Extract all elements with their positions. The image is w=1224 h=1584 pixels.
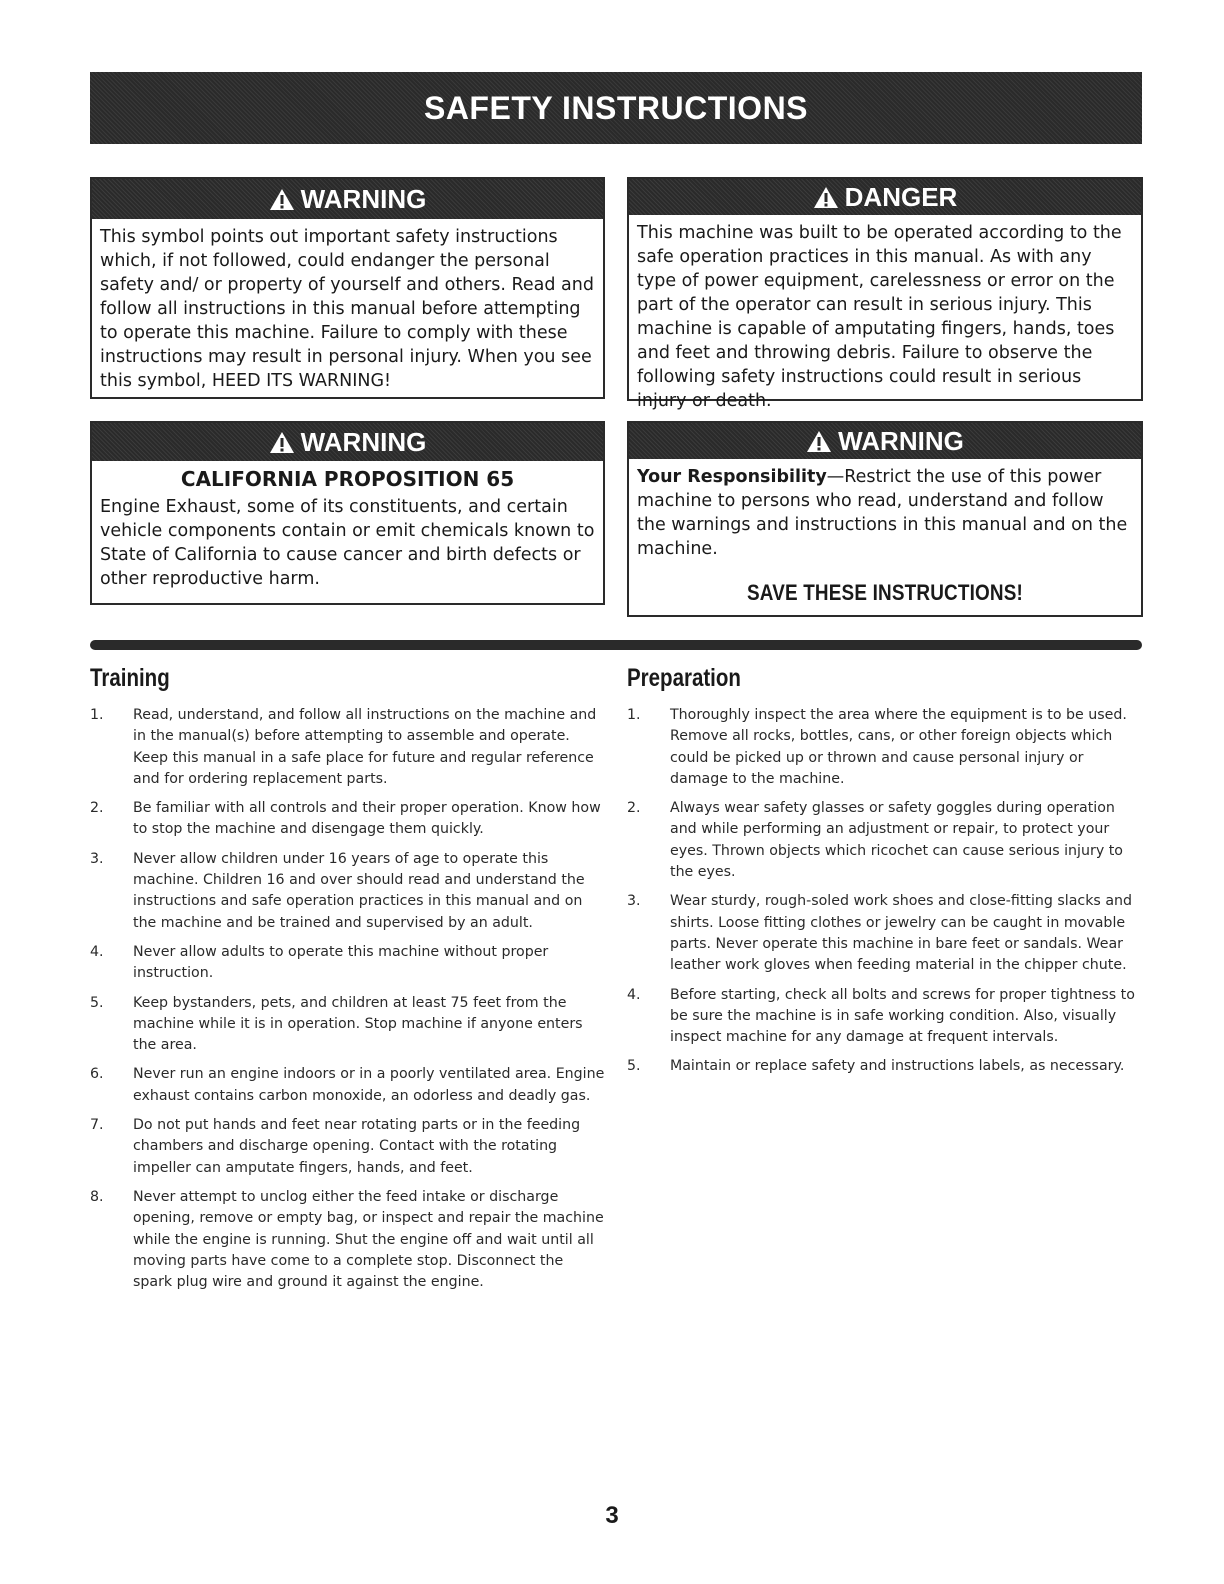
preparation-list [627, 705, 1143, 1078]
warning-symbol-text: This symbol points out important safety instructions which, if not followed, could endanger the personal safety and/ or property of yourself and others. Read and follow all instructions in this manual before attempting to operate this machine. Failure to comply with these instructions may result in personal injury. When you see this symbol, HEED ITS WARNING! [100, 227, 594, 391]
list-item [90, 798, 606, 841]
list-item [627, 1056, 1143, 1077]
list-item-text: Do not put hands and feet near rotating parts or in the feeding chambers and discharge opening. Contact with the rotating impeller can amputate fingers, hands, and feet. [133, 1117, 581, 1176]
list-item-text: Read, understand, and follow all instructions on the machine and in the manual(s) before attempting to assemble and operate. Keep this manual in a safe place for future and regular reference and for ordering replacement parts. [133, 707, 597, 787]
list-item-number: 4. [627, 986, 641, 1003]
danger-header [629, 179, 1141, 215]
list-item [627, 985, 1143, 1049]
list-item [90, 705, 606, 790]
responsibility-box [627, 421, 1143, 617]
list-item-number: 5. [627, 1058, 641, 1075]
responsibility-header [629, 423, 1141, 459]
training-list [90, 705, 606, 1293]
list-item [627, 891, 1143, 976]
list-item [90, 1064, 606, 1107]
responsibility-text: —Restrict the use of this power machine to persons who read, understand and follow the warnings and instructions in this manual and on the machine. [637, 467, 1128, 559]
list-item-text: Never attempt to unclog either the feed intake or discharge opening, remove or empty bag, or inspect and repair the machine while the engine is running. Shut the engine off and wait until all moving parts have come to a complete stop. Disconnect the spark plug wire and ground it against the engine. [133, 1188, 604, 1291]
warning-label: WARNING [300, 183, 427, 214]
list-item [90, 1187, 606, 1293]
danger-text: This machine was built to be operated according to the safe operation practices in this manual. As with any type of power equipment, carelessness or error on the part of the operator can result in serious injury. This machine is capable of amputating fingers, hands, toes and feet and throwing debris. Failure to observe the following safety instructions could result in serious injury or death. [637, 223, 1122, 411]
prop65-header [92, 423, 603, 461]
prop65-subtitle: CALIFORNIA PROPOSITION 65 [180, 467, 515, 491]
section-divider [90, 640, 1142, 650]
list-item-text: Always wear safety glasses or safety goggles during operation and while performing an adjustment or repair, to protect your eyes. Thrown objects which ricochet can cause serious injury to the eyes. [670, 800, 1123, 881]
list-item-text: Keep bystanders, pets, and children at least 75 feet from the machine while it is in operation. Stop machine if anyone enters the area. [133, 994, 583, 1054]
list-item-number: 2. [627, 800, 641, 817]
list-item [90, 1115, 606, 1179]
list-item-text: Before starting, check all bolts and screws for proper tightness to be sure the machine is in safe working condition. Also, visually inspect machine for any damage at frequent intervals. [670, 986, 1135, 1046]
responsibility-text-block [629, 459, 1141, 613]
list-item [90, 849, 606, 934]
warning-symbol-box [90, 177, 605, 399]
list-item-number: 6. [90, 1066, 104, 1083]
save-instructions-line: SAVE THESE INSTRUCTIONS! [746, 580, 1024, 605]
list-item-number: 3. [90, 850, 104, 867]
list-item-number: 7. [90, 1117, 104, 1134]
list-item-number: 3. [627, 893, 641, 910]
list-item-number: 8. [90, 1188, 104, 1205]
list-item-number: 1. [90, 707, 104, 723]
list-item [627, 798, 1143, 883]
page-title: SAFETY INSTRUCTIONS [423, 89, 809, 126]
page-banner [90, 72, 1142, 144]
list-item-text: Wear sturdy, rough-soled work shoes and close-fitting slacks and shirts. Loose fitting clothes or jewelry can be caught in movable parts. Never operate this machine in bare feet or sandals. Wear leather work gloves when feeding material in the chipper chute. [670, 893, 1133, 974]
training-section [90, 664, 606, 1301]
danger-box [627, 177, 1143, 411]
list-item [627, 705, 1143, 790]
list-item [90, 942, 606, 985]
prop65-text: Engine Exhaust, some of its constituents, and certain vehicle components contain or emit chemicals known to State of California to cause cancer and birth defects or other reproductive harm. [100, 497, 595, 589]
list-item-text: Never run an engine indoors or in a poorly ventilated area. Engine exhaust contains carbon monoxide, an odorless and deadly gas. [133, 1066, 605, 1104]
list-item-number: 2. [90, 800, 104, 817]
training-title: Training [90, 664, 170, 692]
list-item-number: 4. [90, 943, 104, 960]
list-item-number: 5. [90, 994, 104, 1011]
preparation-section [627, 664, 1143, 1086]
warning-label: WARNING [300, 426, 427, 457]
responsibility-lead: Your Responsibility [637, 467, 827, 487]
warning-triangle-icon [813, 186, 839, 209]
warning-triangle-icon [806, 430, 832, 453]
list-item-text: Thoroughly inspect the area where the equipment is to be used. Remove all rocks, bottles, cans, or other foreign objects which could be picked up or thrown and cause personal injury or damage to the machine. [670, 707, 1127, 787]
warning-triangle-icon [269, 431, 295, 454]
page-number: 3 [605, 1502, 619, 1529]
danger-label: DANGER [844, 181, 958, 212]
warning-symbol-header [92, 179, 603, 219]
list-item-text: Never allow adults to operate this machine without proper instruction. [133, 943, 549, 982]
list-item [90, 993, 606, 1057]
prop65-box [90, 421, 605, 605]
list-item-text: Be familiar with all controls and their proper operation. Know how to stop the machine and disengage them quickly. [133, 800, 601, 838]
warning-label: WARNING [838, 425, 964, 456]
preparation-title: Preparation [627, 664, 741, 692]
list-item-number: 1. [627, 707, 641, 723]
list-item-text: Maintain or replace safety and instructions labels, as necessary. [670, 1058, 1125, 1075]
list-item-text: Never allow children under 16 years of age to operate this machine. Children 16 and over should read and understand the instructions and safe operation practices in this manual and on the machine and be trained and supervised by an adult. [133, 850, 585, 931]
warning-triangle-icon [269, 188, 295, 211]
